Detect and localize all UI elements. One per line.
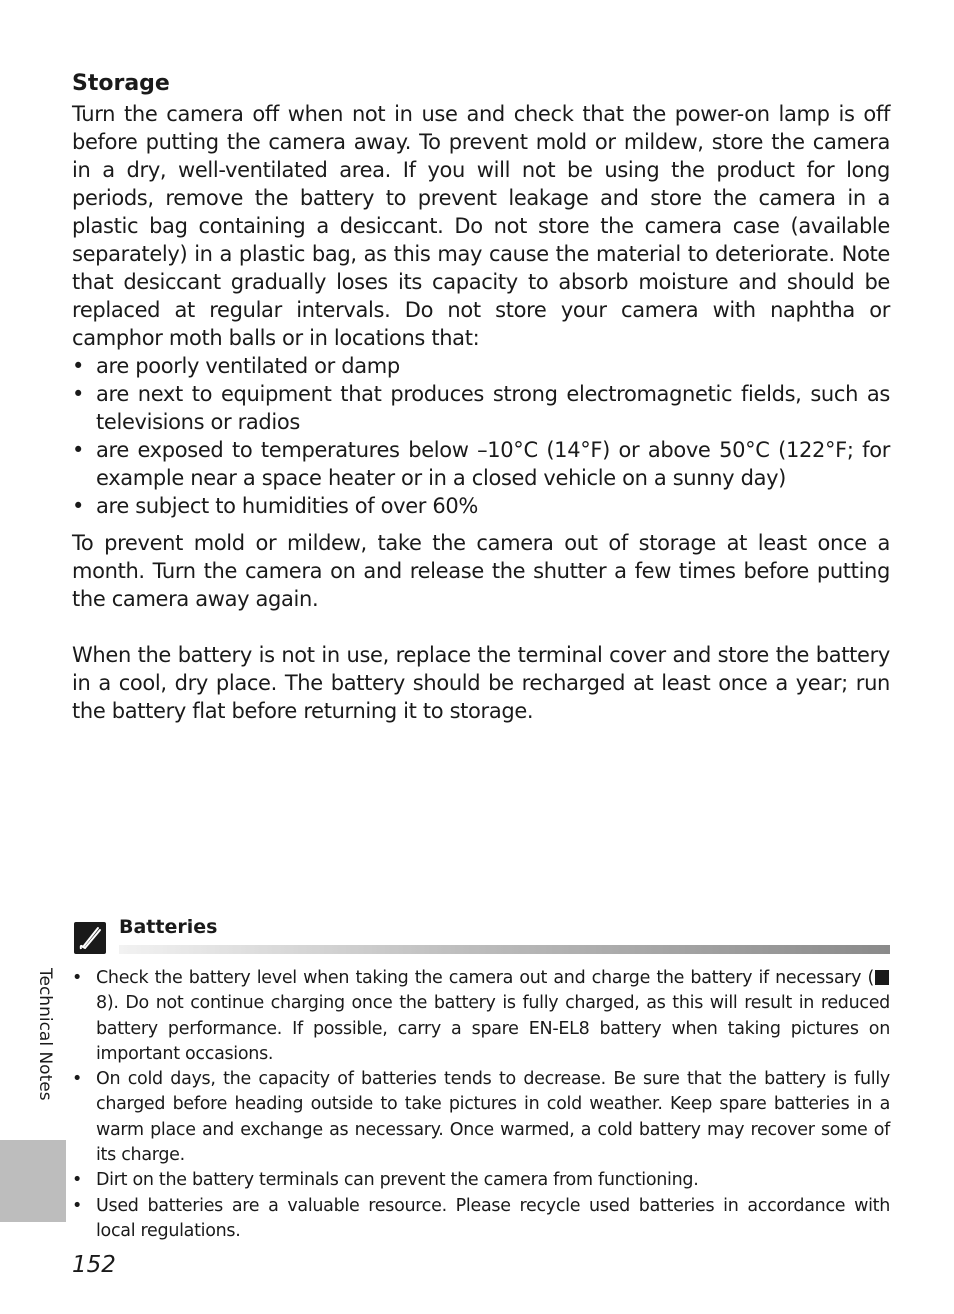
list-item: • Check the battery level when taking the camera out and charge the battery if necessary (8). Do not continue charging once the battery is fully charged, as this will result in reduced battery performance. If possible, carry a spare EN-EL8 battery when taking pictures on important occasions. bbox=[72, 968, 890, 1064]
storage-location-list bbox=[72, 352, 890, 520]
list-item: • are exposed to temperatures below –10°C (14°F) or above 50°C (122°F; for example near a space heater or in a closed vehicle on a sunny day) bbox=[72, 438, 890, 490]
chapter-label: Technical Notes bbox=[35, 968, 55, 1101]
storage-paragraph-3: When the battery is not in use, replace the terminal cover and store the battery in a cool, dry place. The battery should be recharged at least once a year; run the battery flat before returning it to storage. bbox=[72, 643, 890, 723]
bullet: • bbox=[72, 354, 85, 378]
list-item: • On cold days, the capacity of batteries tends to decrease. Be sure that the battery is fully charged before heading outside to take pictures in cold weather. Keep spare batteries in a warm place and exchange as necessary. Once warmed, a cold battery may recover some of its charge. bbox=[72, 1069, 890, 1166]
list-item: • Used batteries are a valuable resource. Please recycle used batteries in accordance with local regulations. bbox=[72, 1195, 890, 1241]
list-item: • are subject to humidities of over 60% bbox=[72, 494, 479, 518]
page-number: 152 bbox=[72, 1252, 116, 1278]
note-title: Batteries bbox=[119, 916, 218, 938]
list-item: • are next to equipment that produces strong electromagnetic fields, such as televisions or radios bbox=[72, 382, 890, 434]
chapter-tab bbox=[0, 1140, 66, 1222]
note-divider-bar bbox=[119, 945, 890, 954]
bullet: • bbox=[72, 438, 85, 462]
batteries-note-list bbox=[72, 966, 890, 1244]
bullet: • bbox=[72, 1069, 83, 1090]
storage-section bbox=[72, 68, 890, 725]
note-header bbox=[72, 912, 890, 956]
batteries-note bbox=[72, 912, 890, 1244]
section-heading: Storage bbox=[72, 71, 170, 96]
list-item: • are poorly ventilated or damp bbox=[72, 354, 400, 378]
bullet: • bbox=[72, 494, 85, 518]
list-item: • Dirt on the battery terminals can prevent the camera from functioning. bbox=[72, 1168, 890, 1193]
pencil-note-icon bbox=[74, 922, 106, 954]
bullet: • bbox=[72, 382, 85, 406]
bullet: • bbox=[72, 1170, 83, 1191]
page-reference-icon bbox=[875, 970, 889, 985]
storage-paragraph-2: To prevent mold or mildew, take the camera out of storage at least once a month. Turn the camera on and release the shutter a few times before putting the camera away again. bbox=[72, 531, 890, 611]
bullet: • bbox=[72, 968, 83, 988]
pencil-note-icon-graphic bbox=[74, 922, 106, 954]
bullet: • bbox=[72, 1195, 83, 1216]
storage-paragraph-1: Turn the camera off when not in use and check that the power-on lamp is off before putting the camera away. To prevent mold or mildew, store the camera in a dry, well-ventilated area. If you will not be using the product for long periods, remove the battery to prevent leakage and store the camera in a plastic bag containing a desiccant. Do not store the camera case (available separately) in a plastic bag, as this may cause the material to deteriorate. Note that desiccant gradually loses its capacity to absorb moisture and should be replaced at regular intervals. Do not store your camera with naphtha or camphor moth balls or in locations that: bbox=[72, 102, 890, 350]
